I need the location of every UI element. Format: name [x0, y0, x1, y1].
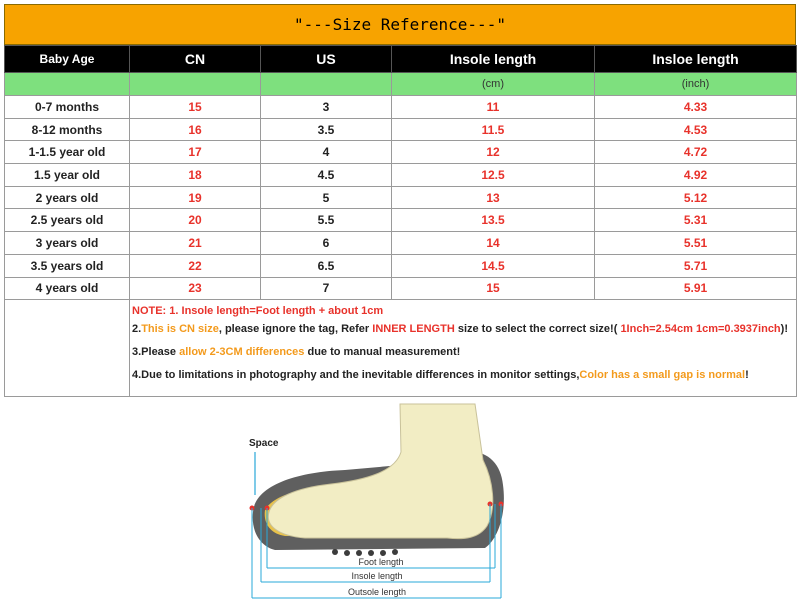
foot-length-label: Foot length	[358, 557, 404, 567]
notes-row	[5, 300, 797, 397]
inch-cell: 4.92	[595, 164, 797, 187]
header-insole-inch: Insloe length	[595, 46, 797, 73]
cm-cell: 13	[392, 186, 595, 209]
cm-cell: 15	[392, 277, 595, 300]
us-cell: 6.5	[261, 254, 392, 277]
inch-cell: 5.12	[595, 186, 797, 209]
us-cell: 3	[261, 96, 392, 119]
us-cell: 7	[261, 277, 392, 300]
age-cell: 3.5 years old	[5, 254, 130, 277]
table-row	[5, 254, 797, 277]
notes-cell	[130, 300, 797, 397]
insole-length-label: Insole length	[351, 571, 403, 581]
cm-cell: 11	[392, 96, 595, 119]
tread-pattern	[332, 549, 398, 556]
unit-cell	[130, 73, 261, 96]
units-row	[5, 73, 797, 96]
age-cell: 4 years old	[5, 277, 130, 300]
notes-spacer	[5, 300, 130, 397]
us-cell: 5.5	[261, 209, 392, 232]
unit-inch: (inch)	[595, 73, 797, 96]
chart-title: "---Size Reference---"	[4, 4, 796, 45]
inch-cell: 5.51	[595, 232, 797, 255]
us-cell: 4.5	[261, 164, 392, 187]
note-1: NOTE: 1. Insole length=Foot length + about 1cm	[132, 305, 384, 318]
table-row	[5, 164, 797, 187]
inch-cell: 4.33	[595, 96, 797, 119]
cm-cell: 11.5	[392, 118, 595, 141]
size-chart	[4, 4, 796, 397]
table-row	[5, 232, 797, 255]
age-cell: 3 years old	[5, 232, 130, 255]
space-label: Space	[249, 438, 279, 449]
cm-cell: 14.5	[392, 254, 595, 277]
age-cell: 2 years old	[5, 186, 130, 209]
cn-cell: 16	[130, 118, 261, 141]
cn-cell: 22	[130, 254, 261, 277]
us-cell: 3.5	[261, 118, 392, 141]
cn-cell: 20	[130, 209, 261, 232]
table-row	[5, 141, 797, 164]
table-row	[5, 277, 797, 300]
table-row	[5, 118, 797, 141]
shoe-measurement-diagram	[235, 400, 525, 611]
table-row	[5, 96, 797, 119]
inch-cell: 5.71	[595, 254, 797, 277]
age-cell: 1-1.5 year old	[5, 141, 130, 164]
age-cell: 8-12 months	[5, 118, 130, 141]
header-us: US	[261, 46, 392, 73]
header-row	[5, 46, 797, 73]
cn-cell: 23	[130, 277, 261, 300]
table-row	[5, 186, 797, 209]
cm-cell: 12.5	[392, 164, 595, 187]
cn-cell: 19	[130, 186, 261, 209]
note-3: 3.Please allow 2-3CM differences due to manual measurement!	[132, 346, 461, 359]
note-4: 4.Due to limitations in photography and the inevitable differences in monitor settings,Color has a small gap is normal!	[132, 369, 749, 382]
cn-cell: 15	[130, 96, 261, 119]
inch-cell: 4.72	[595, 141, 797, 164]
us-cell: 4	[261, 141, 392, 164]
unit-cell	[261, 73, 392, 96]
cn-cell: 18	[130, 164, 261, 187]
table-row	[5, 209, 797, 232]
header-insole-cm: Insole length	[392, 46, 595, 73]
cm-cell: 12	[392, 141, 595, 164]
age-cell: 0-7 months	[5, 96, 130, 119]
unit-cm: (cm)	[392, 73, 595, 96]
outsole-length-label: Outsole length	[347, 587, 407, 597]
note-2: 2.This is CN size, please ignore the tag, Refer INNER LENGTH size to select the correct size!( 1Inch=2.54cm 1cm=0.3937inch)!	[132, 323, 788, 336]
header-baby-age: Baby Age	[5, 46, 130, 73]
age-cell: 1.5 year old	[5, 164, 130, 187]
size-table	[4, 45, 797, 397]
inch-cell: 5.31	[595, 209, 797, 232]
header-cn: CN	[130, 46, 261, 73]
cn-cell: 17	[130, 141, 261, 164]
cm-cell: 13.5	[392, 209, 595, 232]
inch-cell: 5.91	[595, 277, 797, 300]
age-cell: 2.5 years old	[5, 209, 130, 232]
cn-cell: 21	[130, 232, 261, 255]
inch-cell: 4.53	[595, 118, 797, 141]
cm-cell: 14	[392, 232, 595, 255]
us-cell: 5	[261, 186, 392, 209]
unit-cell	[5, 73, 130, 96]
us-cell: 6	[261, 232, 392, 255]
